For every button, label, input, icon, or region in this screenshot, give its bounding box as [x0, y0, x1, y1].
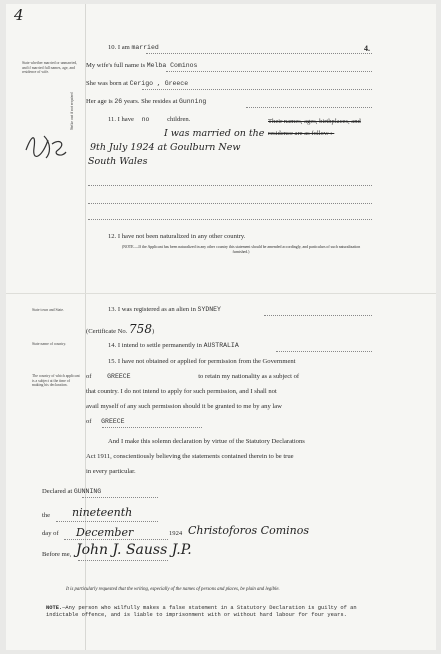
- declared-at-label: Declared at: [42, 488, 73, 495]
- wife-name-label: My wife's full name is: [86, 62, 146, 69]
- s15-line-4: avail myself of any such permission should it be granted to me by any law: [86, 403, 282, 410]
- age-label: Her age is: [86, 98, 113, 105]
- notice-body: —Any person who wilfully makes a false statement in a Statutory Declaration is guilty of an indictable offence, and is liable to imprisonment with or without hard labour for four years.: [46, 605, 357, 618]
- day-of-label: day of: [42, 530, 59, 537]
- decl-line-1: And I make this solemn declaration by virtue of the Statutory Declarations: [108, 438, 305, 445]
- years-label: years. She resides at: [123, 98, 178, 105]
- margin-note-subject: The country of which applicant is a subject at the time of making his declaration.: [32, 374, 80, 388]
- margin-note-wife: State whether married or unmarried, and if married full names, age, and residence of wife.: [22, 61, 78, 75]
- page-crease: [6, 293, 436, 294]
- s11-prefix: 11. I have: [108, 116, 134, 123]
- decl-line-3: in every particular.: [86, 468, 136, 475]
- s15-of: of: [86, 373, 92, 380]
- wife-residence: Gunning: [178, 98, 207, 105]
- s15-country-2: GREECE: [101, 418, 125, 425]
- declarant-signature: Christoforos Cominos: [188, 524, 310, 537]
- declared-place: GUNNING: [73, 488, 102, 495]
- initials-scribble: [22, 130, 70, 162]
- year: 1924: [169, 530, 183, 537]
- margin-note-town: State town and State.: [32, 308, 65, 312]
- settle-country: AUSTRALIA: [203, 342, 239, 349]
- margin-note-country: State name of country.: [32, 342, 67, 346]
- the-label: the: [42, 512, 51, 519]
- s10-prefix: 10. I am: [108, 44, 130, 51]
- s15-country: GREECE: [107, 373, 131, 380]
- s15-line-1: 15. I have not obtained or applied for permission from the Government: [108, 358, 296, 365]
- document-page: [6, 4, 436, 650]
- witness-signature: John J. Sauss J.P.: [76, 542, 192, 558]
- handwritten-line-1: I was married on the: [164, 128, 265, 139]
- margin-note-children: Strike out if not required: [70, 92, 74, 130]
- children-label: children.: [167, 116, 191, 123]
- decl-line-2: Act 1911, conscientiously believing the statements contained therein to be true: [86, 453, 294, 460]
- children-count: no: [141, 116, 150, 123]
- s12-note: (NOTE.—If the Applicant has been naturalized in any other country this statement should be amended accordingly, and particulars of such naturalization furnished.): [121, 245, 361, 254]
- cert-number: 758: [129, 322, 152, 336]
- born-place: Cerigo , Greece: [129, 80, 189, 87]
- handwritten-line-3: South Wales: [88, 156, 148, 167]
- page-number: 4.: [364, 44, 370, 53]
- s15-line-3: that country. I do not intend to apply for such permission, and I shall not: [86, 388, 277, 395]
- s13-text: 13. I was registered as an alien in: [108, 306, 196, 313]
- s14-text: 14. I intend to settle permanently in: [108, 342, 202, 349]
- month-handwritten: December: [76, 526, 134, 539]
- notice-head: NOTE.: [46, 605, 63, 611]
- corner-mark: 4: [14, 6, 24, 24]
- handwritten-line-2: 9th July 1924 at Goulburn New: [90, 142, 241, 153]
- registration-place: SYDNEY: [197, 306, 221, 313]
- legal-notice: [46, 605, 372, 619]
- s12-text: 12. I have not been naturalized in any other country.: [108, 233, 246, 240]
- before-me-label: Before me,: [42, 551, 72, 558]
- struck-text: Their names, ages, birthplaces, and residence are as follow :-: [268, 118, 361, 137]
- s15-of-2: of: [86, 418, 92, 425]
- marital-status: married: [131, 44, 159, 51]
- born-label: She was born at: [86, 80, 128, 87]
- cert-label: (Certificate No.: [86, 328, 128, 335]
- legibility-request: It is particularly requested that the writing, especially of the names of persons and places, be plain and legible.: [66, 587, 280, 592]
- wife-name: Melba Cominos: [146, 62, 198, 69]
- day-handwritten: nineteenth: [72, 506, 133, 519]
- s15-line-2: to retain my nationality as a subject of: [198, 373, 300, 380]
- cert-close: ): [151, 328, 155, 335]
- wife-age: 26: [114, 98, 123, 105]
